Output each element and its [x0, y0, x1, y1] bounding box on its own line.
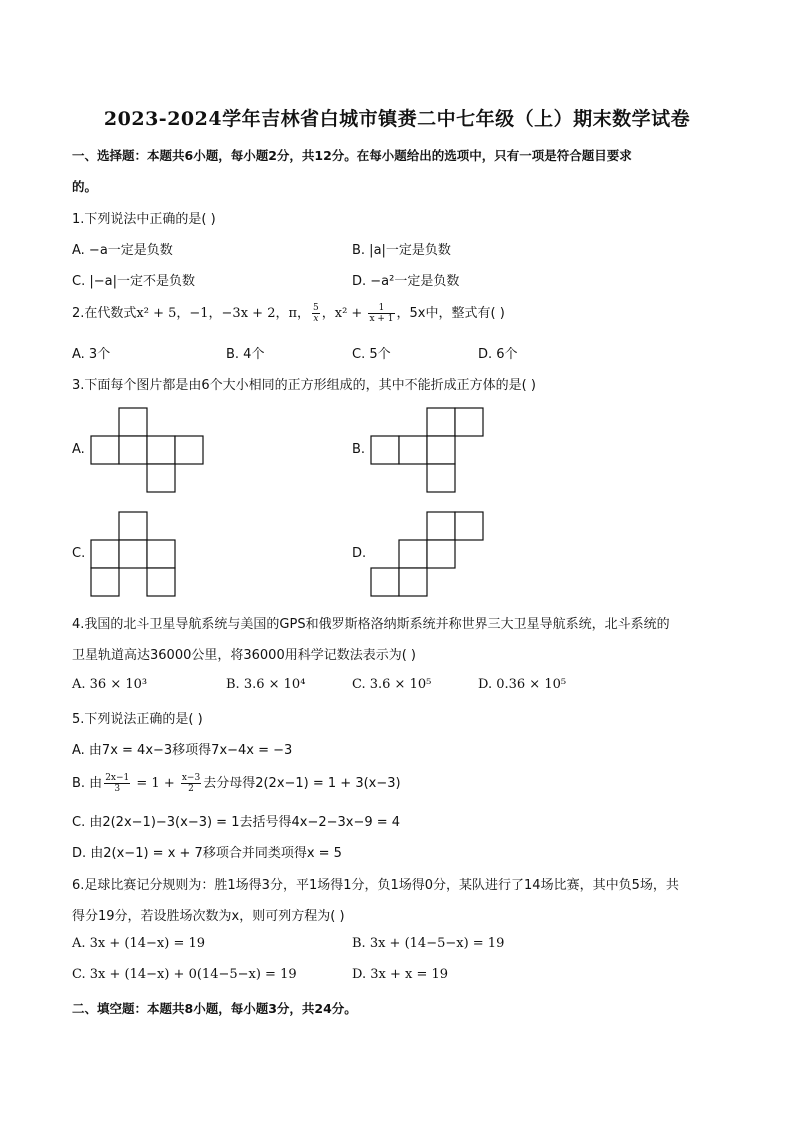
question-6-option-b: B. 3x + (14−5−x) = 19	[352, 936, 505, 951]
fraction-denominator: x	[313, 314, 319, 324]
fraction-numerator: 5	[313, 303, 319, 313]
fraction-2x-minus-1-over-3	[104, 773, 130, 794]
page-title: 2023-2024学年吉林省白城市镇赉二中七年级（上）期末数学试卷	[103, 108, 691, 130]
question-2-expr: x² + 5，−1，−3x + 2，π，	[136, 306, 311, 321]
question-5-stem: 5.下列说法正确的是( )	[72, 712, 203, 727]
cube-net-b	[371, 408, 485, 494]
net-square	[147, 464, 175, 492]
net-square	[371, 436, 399, 464]
question-6-option-c: C. 3x + (14−x) + 0(14−5−x) = 19	[72, 967, 297, 982]
question-3-stem: 3.下面每个图片都是由6个大小相同的正方形组成的，其中不能折成正方体的是( )	[72, 378, 536, 393]
section-1-heading: 一、选择题：本题共6小题，每小题2分，共12分。在每小题给出的选项中，只有一项是符合题目要求	[72, 148, 632, 163]
question-3-option-b-label: B.	[352, 442, 366, 457]
cube-net-c	[91, 512, 177, 598]
question-5-option-c: C. 由2(2x−1)−3(x−3) = 1去括号得4x−2−3x−9 = 4	[72, 815, 401, 830]
net-square	[371, 568, 399, 596]
question-6-stem-cont: 得分19分，若设胜场次数为x，则可列方程为( )	[72, 909, 345, 924]
net-square	[427, 408, 455, 436]
fraction-numerator: 2x−1	[105, 773, 130, 783]
net-square	[455, 408, 483, 436]
question-5-option-d: D. 由2(x−1) = x + 7移项合并同类项得x = 5	[72, 846, 342, 861]
net-square	[427, 436, 455, 464]
net-square	[175, 436, 203, 464]
net-square	[119, 436, 147, 464]
question-4-stem-cont: 卫星轨道高达36000公里，将36000用科学记数法表示为( )	[72, 648, 416, 663]
fraction-denominator: 2	[188, 784, 194, 794]
cube-net-a	[91, 408, 205, 494]
fraction-x-minus-3-over-2	[181, 773, 201, 794]
fraction-5-over-x	[312, 303, 320, 324]
net-square	[147, 568, 175, 596]
fraction-numerator: 1	[368, 303, 394, 314]
option-b-prefix: B. 由	[72, 776, 103, 791]
question-3-option-a-label: A.	[72, 442, 85, 457]
question-2-option-c: C. 5个	[352, 347, 391, 362]
cube-net-d	[371, 512, 485, 598]
net-square	[427, 540, 455, 568]
option-b-middle: = 1 +	[132, 776, 179, 791]
net-square	[91, 568, 119, 596]
question-2-expr-2: ，x² +	[321, 306, 367, 321]
net-square	[427, 464, 455, 492]
question-3-option-c-label: C.	[72, 546, 86, 561]
section-1-heading-cont: 的。	[72, 179, 98, 194]
question-5-option-a: A. 由7x = 4x−3移项得7x−4x = −3	[72, 743, 293, 758]
net-square	[119, 540, 147, 568]
net-square	[399, 540, 427, 568]
section-2-heading: 二、填空题：本题共8小题，每小题3分，共24分。	[72, 1001, 357, 1016]
question-2-stem-end: ，5x中，整式有( )	[396, 306, 505, 321]
question-1-stem: 1.下列说法中正确的是( )	[72, 212, 216, 227]
question-2-stem-part: 2.在代数式	[72, 306, 137, 321]
question-6-option-a: A. 3x + (14−x) = 19	[72, 936, 206, 951]
question-2-option-b: B. 4个	[226, 347, 265, 362]
question-2-option-a: A. 3个	[72, 347, 111, 362]
question-6-stem: 6.足球比赛记分规则为：胜1场得3分，平1场得1分，负1场得0分，某队进行了14场比赛，其中负5场，共	[72, 878, 679, 893]
question-1-option-d: D. −a²一定是负数	[352, 274, 460, 289]
fraction-numerator: x−3	[181, 773, 201, 783]
net-square	[399, 568, 427, 596]
net-square	[91, 436, 119, 464]
question-4-option-d: D. 0.36 × 10⁵	[478, 677, 567, 692]
fraction-denominator: x + 1	[369, 314, 394, 324]
net-square	[119, 408, 147, 436]
question-6-option-d: D. 3x + x = 19	[352, 967, 449, 982]
question-4-stem: 4.我国的北斗卫星导航系统与美国的GPS和俄罗斯格洛纳斯系统并称世界三大卫星导航系统，北斗系统的	[72, 617, 670, 632]
net-square	[399, 436, 427, 464]
question-1-option-c: C. |−a|一定不是负数	[72, 274, 195, 289]
net-square	[147, 436, 175, 464]
question-1-option-b: B. |a|一定是负数	[352, 243, 451, 258]
net-square	[147, 540, 175, 568]
fraction-1-over-x-plus-1	[368, 303, 394, 324]
question-4-option-b: B. 3.6 × 10⁴	[226, 677, 306, 692]
option-b-suffix: 去分母得2(2x−1) = 1 + 3(x−3)	[203, 776, 401, 791]
question-5-option-b	[72, 772, 401, 794]
question-2-stem	[72, 302, 505, 324]
question-3-option-d-label: D.	[352, 546, 367, 561]
net-square	[427, 512, 455, 540]
question-1-option-a: A. −a一定是负数	[72, 243, 173, 258]
net-square	[119, 512, 147, 540]
net-square	[455, 512, 483, 540]
fraction-denominator: 3	[114, 784, 121, 794]
question-2-option-d: D. 6个	[478, 347, 518, 362]
net-square	[91, 540, 119, 568]
question-4-option-c: C. 3.6 × 10⁵	[352, 677, 432, 692]
question-4-option-a: A. 36 × 10³	[72, 677, 148, 692]
